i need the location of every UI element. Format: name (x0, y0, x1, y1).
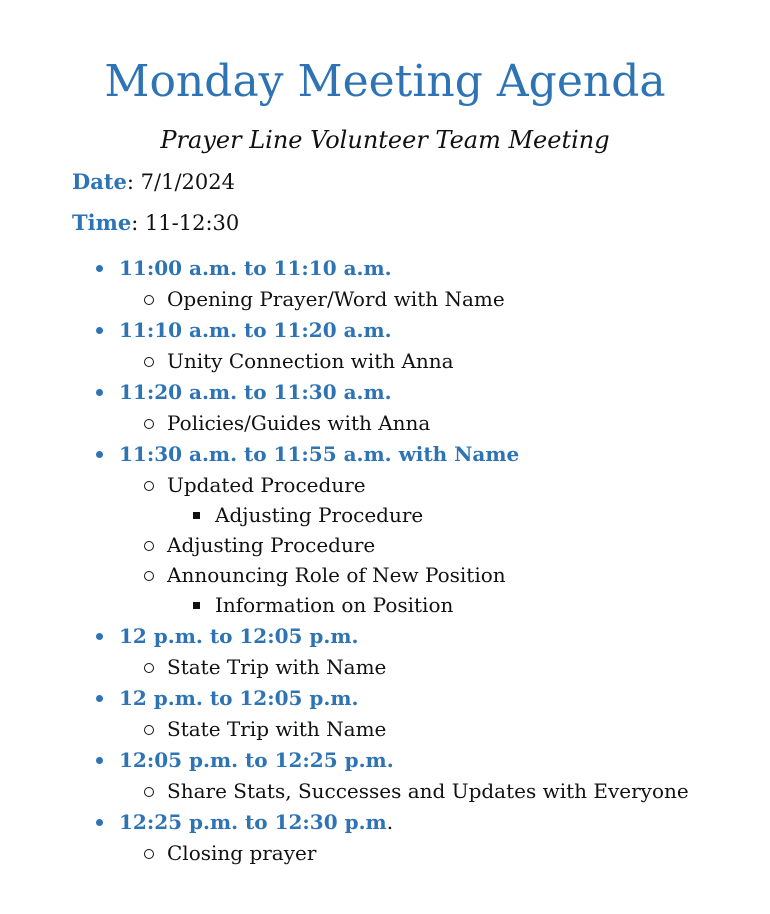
bullet-circle-icon (144, 419, 154, 429)
time-slot-label: 12:05 p.m. to 12:25 p.m. (119, 748, 394, 772)
agenda-item (0, 470, 770, 500)
agenda-item (0, 408, 770, 438)
agenda-subitem-text: Adjusting Procedure (215, 503, 424, 527)
agenda-item-text: State Trip with Name (167, 717, 387, 741)
time-label: Time (72, 210, 132, 235)
bullet-disc-icon (96, 389, 103, 396)
agenda-item (0, 560, 770, 590)
page-subtitle: Prayer Line Volunteer Team Meeting (160, 126, 610, 154)
agenda-time-slot (0, 314, 770, 346)
date-label: Date (72, 169, 127, 194)
agenda-item (0, 652, 770, 682)
bullet-square-icon (193, 602, 200, 609)
bullet-disc-icon (96, 633, 103, 640)
agenda-subitem-text: Information on Position (215, 593, 454, 617)
agenda-item-text: Adjusting Procedure (167, 533, 376, 557)
bullet-disc-icon (96, 451, 103, 458)
bullet-circle-icon (144, 725, 154, 735)
agenda-subitem (0, 590, 770, 620)
agenda-item-text: Announcing Role of New Position (167, 563, 506, 587)
bullet-circle-icon (144, 481, 154, 491)
agenda-time-slot (0, 806, 770, 838)
agenda-item-text: Unity Connection with Anna (167, 349, 454, 373)
agenda-item-text: Share Stats, Successes and Updates with Everyone (167, 779, 689, 803)
bullet-square-icon (193, 512, 200, 519)
agenda-time-slot (0, 682, 770, 714)
bullet-disc-icon (96, 819, 103, 826)
date-value: : 7/1/2024 (126, 170, 235, 194)
time-slot-label: 11:30 a.m. to 11:55 a.m. with Name (119, 442, 520, 466)
agenda-item (0, 530, 770, 560)
agenda-item (0, 838, 770, 868)
time-value: : 11-12:30 (131, 211, 240, 235)
agenda-item (0, 284, 770, 314)
agenda-time-slot (0, 744, 770, 776)
bullet-disc-icon (96, 757, 103, 764)
bullet-circle-icon (144, 357, 154, 367)
agenda-item-text: Opening Prayer/Word with Name (167, 287, 505, 311)
bullet-circle-icon (144, 295, 154, 305)
bullet-circle-icon (144, 571, 154, 581)
time-slot-label: 12 p.m. to 12:05 p.m. (119, 686, 359, 710)
agenda-item-text: Closing prayer (167, 841, 317, 865)
agenda-subitem (0, 500, 770, 530)
time-slot-label: 12:25 p.m. to 12:30 p.m (119, 810, 387, 834)
agenda-item-text: State Trip with Name (167, 655, 387, 679)
bullet-disc-icon (96, 265, 103, 272)
agenda-item (0, 346, 770, 376)
agenda-item-text: Policies/Guides with Anna (167, 411, 431, 435)
bullet-circle-icon (144, 663, 154, 673)
meeting-date (72, 168, 235, 196)
agenda-time-slot (0, 252, 770, 284)
bullet-disc-icon (96, 327, 103, 334)
meeting-time (72, 209, 239, 237)
agenda-time-slot (0, 438, 770, 470)
agenda-item (0, 776, 770, 806)
bullet-circle-icon (144, 849, 154, 859)
agenda-item-text: Updated Procedure (167, 473, 366, 497)
bullet-disc-icon (96, 695, 103, 702)
bullet-circle-icon (144, 541, 154, 551)
bullet-circle-icon (144, 787, 154, 797)
agenda-time-slot (0, 620, 770, 652)
agenda-time-slot (0, 376, 770, 408)
time-slot-label: 11:20 a.m. to 11:30 a.m. (119, 380, 392, 404)
agenda-item (0, 714, 770, 744)
time-slot-label: 11:00 a.m. to 11:10 a.m. (119, 256, 392, 280)
time-slot-label: 11:10 a.m. to 11:20 a.m. (119, 318, 392, 342)
agenda-list (0, 252, 770, 868)
page-title: Monday Meeting Agenda (104, 56, 666, 107)
time-slot-suffix: . (386, 810, 394, 834)
time-slot-label: 12 p.m. to 12:05 p.m. (119, 624, 359, 648)
